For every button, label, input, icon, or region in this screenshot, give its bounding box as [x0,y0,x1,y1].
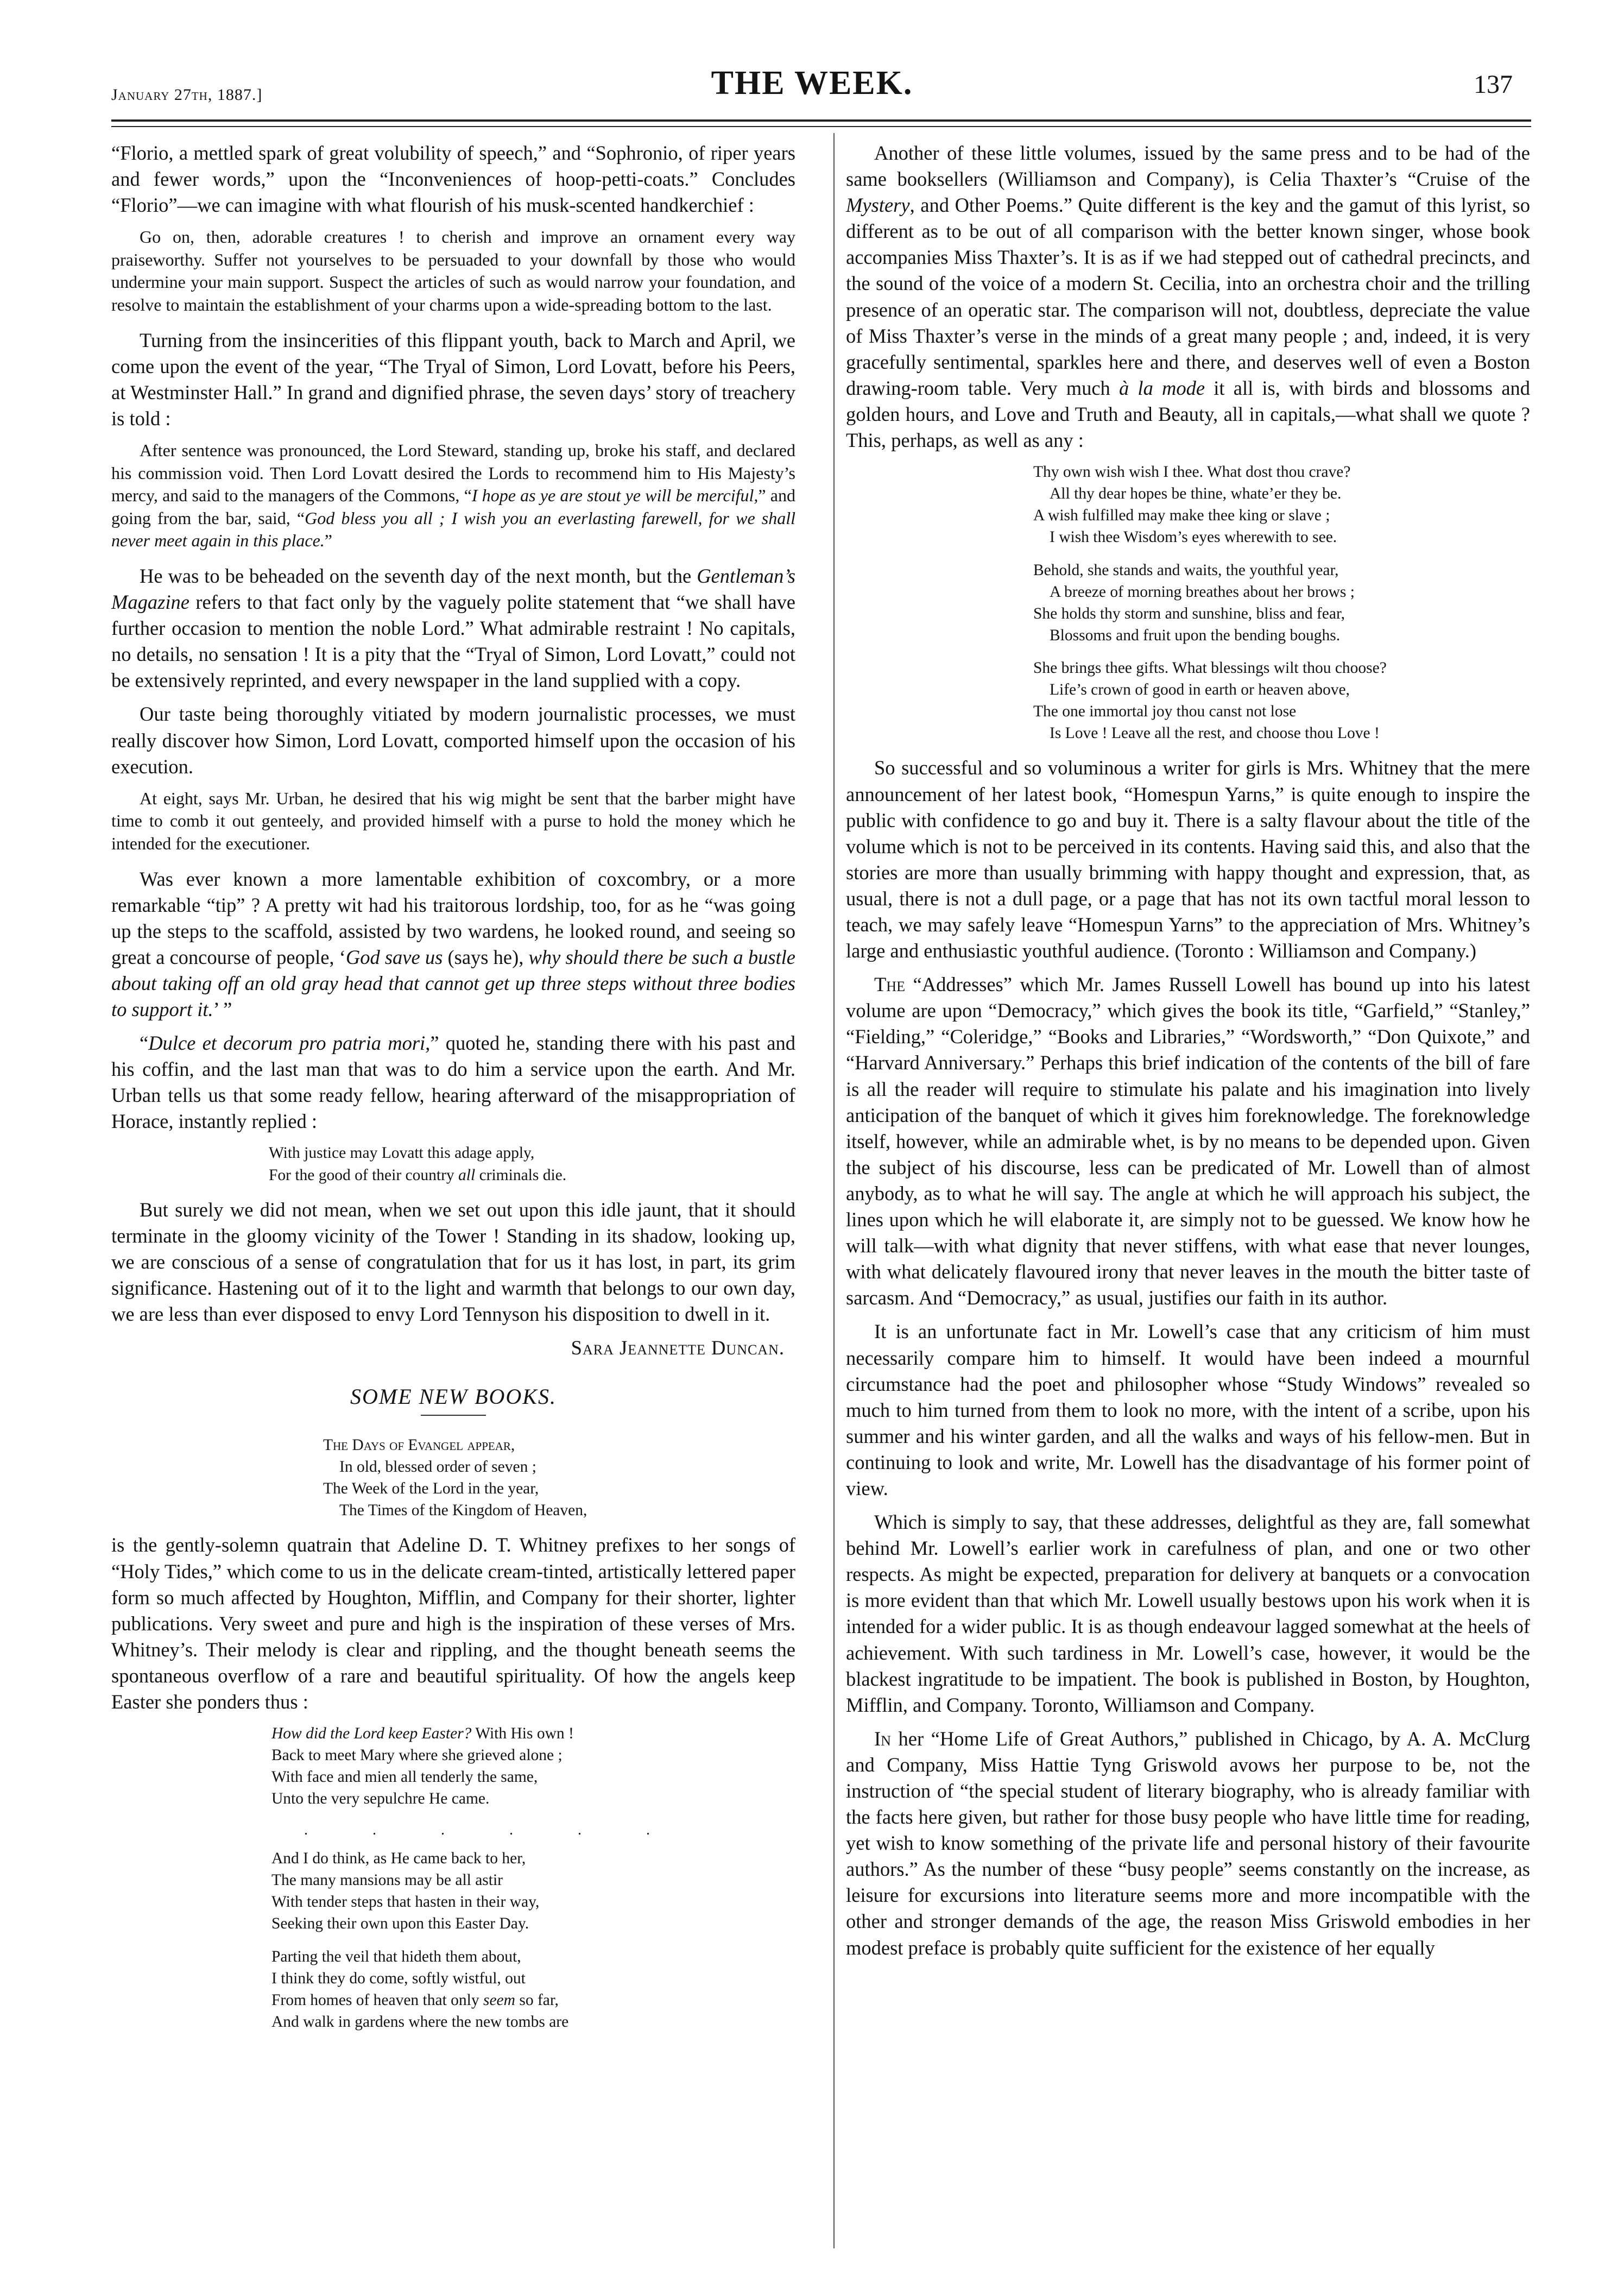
paragraph: So successful and so voluminous a writer for girls is Mrs. Whitney that the mere announcement of her latest book, “Homespun Yarns,” is quite enough to inspire the public with confidence to go and buy it. There is a salty flavour about the title of the volume which is not to be perceived in its contents. Having said this, and also that the stories are more than usually brimming with happy thought and expression, that, as usual, there is not a dull page, or a page that has not its own tactful moral lesson to teach, we may safely leave “Homespun Yarns” to the appreciation of Mrs. Whitney’s large and enthusiastic youthful audience. (Toronto : Williamson and Company.) [846,757,1530,962]
header-rule-thin [111,126,1531,127]
author-signature: Sara Jeannette Duncan. [571,1337,785,1359]
verse-line: The Week of the Lord in the year, [323,1480,539,1498]
paragraph: Was ever known a more lamentable exhibition of coxcombry, or a more remarkable “tip” ? A pretty wit had his traitorous lordship, too, for as he “was going up the steps to the scaffold, assisted by two wardens, he looked round, and seeing so great a concourse of people, ‘God save us (says he), why should there be such a bustle about taking off an old gray head that cannot get up three steps without three bodies to support it.’ ” [111,867,796,1020]
verse-line: A wish fulfilled may make thee king or slave ; [1033,507,1330,525]
verse-line: And walk in gardens where the new tombs are [271,2013,569,2031]
verse-line: Parting the veil that hideth them about, [271,1947,521,1965]
verse-line: I wish thee Wisdom’s eyes wherewith to see. [1050,528,1337,546]
verse-line: And I do think, as He came back to her, [271,1850,526,1868]
thaxter-poem [846,461,1530,744]
masthead-title: THE WEEK. [711,65,913,102]
paragraph: is the gently-solemn quatrain that Adeline D. T. Whitney prefixes to her songs of “Holy Tides,” which come to us in the delicate cream-tinted, artistically lettered paper form so much affected by Houghton, Mifflin, and Company for their shorter, lighter publications. Very sweet and pure and high is the inspiration of these verses of Mrs. Whitney’s. Their melody is clear and rippling, and the thought beneath seems the spontaneous overflow of a rare and beautiful spirituality. Of how the angels keep Easter she ponders thus : [111,1534,795,1713]
paragraph: “Florio, a mettled spark of great volubility of speech,” and “Sophronio, of riper years and fewer words,” upon the “Inconveniences of hoop-petti-coats.” Concludes “Florio”—we can imagine with what flourish of his musk-scented handkerchief : [111,142,795,217]
stanza [1033,461,1530,548]
verse-line: She brings thee gifts. What blessings wilt thou choose? [1033,659,1387,677]
paragraph: Our taste being thoroughly vitiated by modern journalistic processes, we must really discover how Simon, Lord Lovatt, comported himself upon the occasion of his execution. [111,703,795,778]
verse-line: Blossoms and fruit upon the bending boughs. [1050,626,1341,644]
verse-line: Is Love ! Leave all the rest, and choose thou Love ! [1050,724,1380,742]
paragraph: He was to be beheaded on the seventh day of the next month, but the Gentleman’s Magazine refers to that fact only by the vaguely polite statement that “we shall have further occasion to mention the noble Lord.” What admirable restraint ! No capitals, no details, no sensation ! It is a pity that the “Tryal of Simon, Lord Lovatt,” could not be extensively reprinted, and every newspaper in the land supplied with a copy. [111,565,795,692]
verse-line: Seeking their own upon this Easter Day. [271,1915,529,1933]
stanza [271,1723,795,1810]
verse-line: Life’s crown of good in earth or heaven above, [1050,681,1350,699]
verse-line: All thy dear hopes be thine, whate’er they be. [1050,485,1342,503]
stanza [1033,559,1530,646]
verse-line: The many mansions may be all astir [271,1871,503,1889]
verse-line: With tender steps that hasten in their way, [271,1893,540,1911]
block-quote: At eight, says Mr. Urban, he desired that his wig might be sent that the barber might have time to comb it out genteely, and provided himself with a purse to hold the money which he intended for the executioner. [111,788,795,853]
paragraph: It is an unfortunate fact in Mr. Lowell’s case that any criticism of him must necessarily compare him to himself. It would have been indeed a mournful circumstance had the poet and philosopher whose “Study Windows” revealed so much to him turned from them to look no more, with the intent of a scribe, upon his summer and his winter garden, and all the walks and ways of his fellow-men. But in continuing to look and write, Mr. Lowell has the disadvantage of his former point of view. [846,1320,1530,1499]
paragraph: Another of these little volumes, issued by the same press and to be had of the same booksellers (Williamson and Company), is Celia Thaxter’s “Cruise of the Mystery, and Other Poems.” Quite different is the key and the gamut of this lyrist, so different as to be out of all comparison with the better known singer, whose book accompanies Miss Thaxter’s. It is as if we had stepped out of cathedral precincts, and the sound of the voice of a modern St. Cecilia, into an orchestra choir and the trilling presence of an operatic star. The comparison will not, doubtless, depreciate the value of Miss Thaxter’s verse in the minds of a great many people ; and, indeed, it is very gracefully sentimental, sparkles here and there, and deserves well of even a Boston drawing-room table. Very much à la mode it all is, with birds and blossoms and golden hours, and Love and Truth and Beauty, all in capitals,—what shall we quote ? This, perhaps, as well as any : [846,142,1531,452]
stanza [271,1946,795,2033]
verse-line: In old, blessed order of seven ; [339,1458,536,1476]
issue-date: January 27th, 1887.] [111,86,263,104]
verse-line: Back to meet Mary where she grieved alone ; [271,1747,563,1764]
verse-line: With justice may Lovatt this adage apply, [269,1144,535,1162]
verse-line: With face and mien all tenderly the same, [271,1768,538,1786]
paragraph: In her “Home Life of Great Authors,” published in Chicago, by A. A. McClurg and Company, Miss Hattie Tyng Griswold avows her purpose to be, not the instruction of “the special student of literary biography, who is already familiar with the facts here given, but rather for those busy people who have little time for reading, yet wish to know something of the private life and personal history of their favourite authors.” As the number of these “busy people” seems constantly on the increase, as leisure for excursions into literature seems more and more incompatible with the other and stronger demands of the age, the reason Miss Griswold embodies in her modest preface is probably quite sufficient for the existence of her equally [846,1727,1530,1959]
block-quote: Go on, then, adorable creatures ! to cherish and improve an ornament every way praiseworthy. Suffer not yourselves to be persuaded to your downfall by those who would undermine your main support. Suspect the articles of such as would narrow your foundation, and resolve to maintain the establishment of your charms upon a wide-spreading bottom to the last. [111,227,795,315]
paragraph: Which is simply to say, that these addresses, delightful as they are, fall somewhat behind Mr. Lowell’s earlier work in carefulness of plan, and one or two other respects. As might be expected, preparation for delivery at banquets or a convocation is more evident than that which Mr. Lowell usually bestows upon his work when it is intended for a wider public. It is as though endeavour lagged somewhat at the heels of achievement. With such tardiness in Mr. Lowell’s case, however, it would be the blackest ingratitude to be impatient. The book is published in Boston, by Houghton, Mifflin, and Company. Toronto, Williamson and Company. [846,1511,1530,1716]
header-rule [111,119,1531,122]
verse-line: She holds thy storm and sunshine, bliss and fear, [1033,604,1345,622]
verse-line: Thy own wish wish I thee. What dost thou crave? [1033,463,1351,481]
verse-line: The Times of the Kingdom of Heaven, [339,1502,587,1520]
column-divider [833,133,835,2248]
ellipsis-dots: . . . . . . [304,1821,680,1838]
paragraph: The “Addresses” which Mr. James Russell Lowell has bound up into his latest volume are upon “Democracy,” which gives the book its title, “Garfield,” “Stanley,” “Fielding,” “Coleridge,” “Books and Libraries,” “Wordsworth,” “Don Quixote,” and “Harvard Anniversary.” Perhaps this brief indication of the contents of the bill of fare is all the reader will require to stimulate his palate and his imagination into lively anticipation of the banquet of which it gives him foreknowledge. The foreknowledge itself, however, while an admirable whet, is by no means to be depended upon. Given the subject of his discourse, less can be predicated of Mr. Lowell than of almost anybody, as to what he will say. The angle at which he will approach his subject, the lines upon which he will elaborate it, are simply not to be guessed. We know how he will talk—with what dignity that never stiffens, with what ease that never lounges, with what delicately flavoured irony that never leaves in the mouth the bitter taste of sarcasm. And “Democracy,” as usual, justifies our faith in its author. [846,973,1530,1309]
stanza [1033,657,1530,744]
section-title: SOME NEW BOOKS. [350,1384,557,1409]
verse-line: A breeze of morning breathes about her brows ; [1050,583,1355,601]
easter-poem [111,1723,795,2033]
left-column [111,140,795,2044]
verse-line: How did the Lord keep Easter? With His own ! [271,1725,574,1743]
verse-line: For the good of their country all criminals die. [269,1166,567,1184]
verse-line: Behold, she stands and waits, the youthful year, [1033,561,1339,579]
page-number: 137 [1474,70,1513,99]
section-rule [421,1415,486,1416]
verse-line: I think they do come, softly wistful, out [271,1969,526,1987]
paragraph: “Dulce et decorum pro patria mori,” quoted he, standing there with his past and his coffin, and the last man that was to do him a service upon the earth. And Mr. Urban tells us that some ready fellow, hearing afterward of the misappropriation of Horace, instantly replied : [111,1032,796,1133]
verse-line: From homes of heaven that only seem so far, [271,1991,559,2009]
verse-line: Unto the very sepulchre He came. [271,1790,490,1808]
quatrain [111,1434,795,1521]
stanza [271,1848,795,1934]
paragraph: But surely we did not mean, when we set out upon this idle jaunt, that it should terminate in the gloomy vicinity of the Tower ! Standing in its shadow, looking up, we are conscious of a sense of congratulation that for us it has lost, in part, its grim significance. Hastening out of it to the light and warmth that belongs to our own day, we are less than ever disposed to envy Lord Tennyson his disposition to dwell in it. [111,1198,795,1326]
verse-quote [111,1142,795,1186]
block-quote: After sentence was pronounced, the Lord Steward, standing up, broke his staff, and declared his commission void. Then Lord Lovatt desired the Lords to recommend him to His Majesty’s mercy, and said to the managers of the Commons, “I hope as ye are stout ye will be merciful,” and going from the bar, said, “God bless you all ; I wish you an everlasting farewell, for we shall never meet again in this place.” [111,440,796,551]
verse-line: The one immortal joy thou canst not lose [1033,703,1297,721]
right-column [846,140,1530,1969]
verse-line: The Days of Evangel appear, [323,1436,515,1454]
paragraph: Turning from the insincerities of this flippant youth, back to March and April, we come upon the event of the year, “The Tryal of Simon, Lord Lovatt, before his Peers, at Westminster Hall.” In grand and dignified phrase, the seven days’ story of treachery is told : [111,329,795,430]
